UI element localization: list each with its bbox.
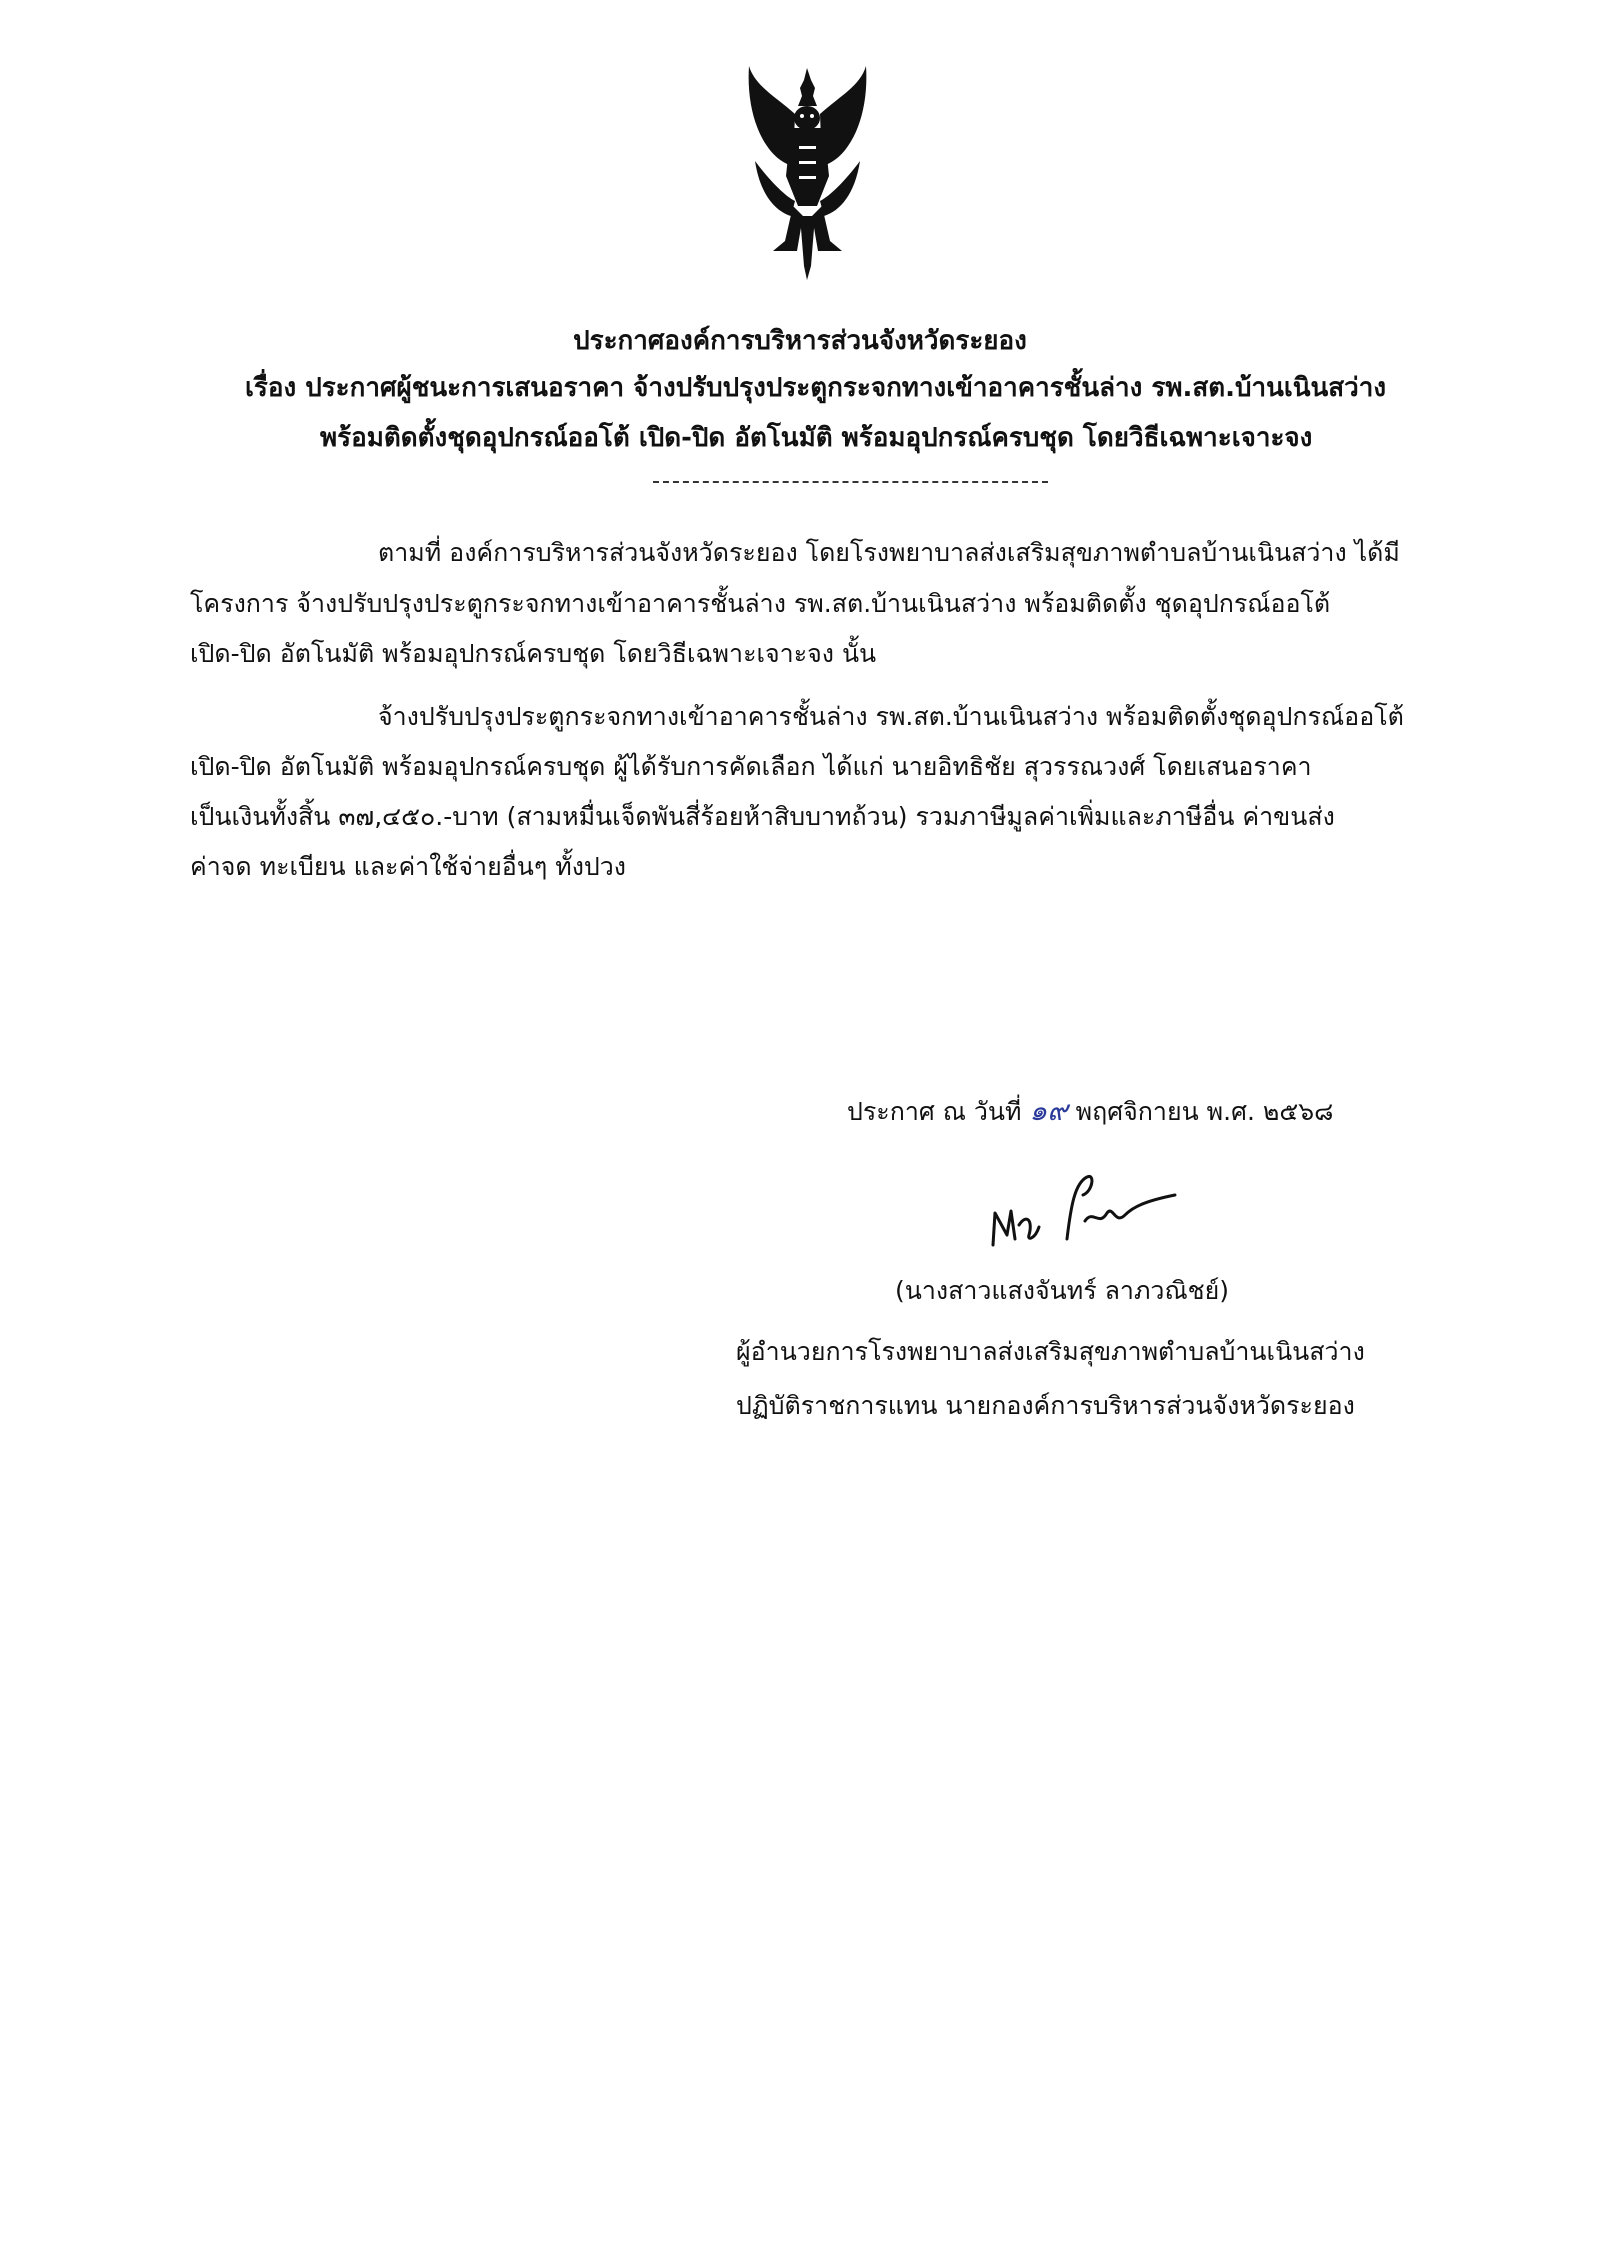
paragraph-1-line-3: เปิด-ปิด อัตโนมัติ พร้อมอุปกรณ์ครบชุด โดยวิธีเฉพาะเจาะจง นั้น [190,639,877,668]
date-suffix: พฤศจิกายน พ.ศ. ๒๕๖๘ [1075,1097,1334,1126]
heading-divider [653,481,1048,483]
announcement-subject-line-2: พร้อมติดตั้งชุดอุปกรณ์ออโต้ เปิด-ปิด อัตโนมัติ พร้อมอุปกรณ์ครบชุด โดยวิธีเฉพาะเจาะจง [320,423,1313,453]
handwritten-signature [975,1165,1205,1255]
signatory-acting-for: ปฏิบัติราชการแทน นายกองค์การบริหารส่วนจังหวัดระยอง [736,1391,1355,1420]
announcement-subject-line-1: เรื่อง ประกาศผู้ชนะการเสนอราคา จ้างปรับปรุงประตูกระจกทางเข้าอาคารชั้นล่าง รพ.สต.บ้านเนินสว่าง [245,373,1387,403]
signatory-position: ผู้อำนวยการโรงพยาบาลส่งเสริมสุขภาพตำบลบ้านเนินสว่าง [736,1337,1365,1366]
paragraph-2-line-3: เป็นเงินทั้งสิ้น ๓๗,๔๕๐.-บาท (สามหมื่นเจ็ดพันสี่ร้อยห้าสิบบาทถ้วน) รวมภาษีมูลค่าเพิ่มและภาษีอื่น ค่าขนส่ง [190,802,1335,831]
signatory-name: (นางสาวแสงจันทร์ ลาภวณิชย์) [895,1276,1230,1305]
paragraph-2-line-4: ค่าจด ทะเบียน และค่าใช้จ่ายอื่นๆ ทั้งปวง [190,852,627,881]
paragraph-2-line-2: เปิด-ปิด อัตโนมัติ พร้อมอุปกรณ์ครบชุด ผู้ได้รับการคัดเลือก ได้แก่ นายอิทธิชัย สุวรรณวงศ์ โดยเสนอราคา [190,752,1312,781]
date-day: ๑๙ [1029,1094,1068,1127]
garuda-emblem-icon [745,66,870,281]
date-prefix: ประกาศ ณ วันที่ [847,1097,1022,1126]
paragraph-1-line-1: ตามที่ องค์การบริหารส่วนจังหวัดระยอง โดยโรงพยาบาลส่งเสริมสุขภาพตำบลบ้านเนินสว่าง ได้มี [378,538,1400,567]
announcement-title: ประกาศองค์การบริหารส่วนจังหวัดระยอง [573,326,1027,356]
paragraph-2-line-1: จ้างปรับปรุงประตูกระจกทางเข้าอาคารชั้นล่าง รพ.สต.บ้านเนินสว่าง พร้อมติดตั้งชุดอุปกรณ์ออโต้ [378,702,1404,731]
paragraph-1-line-2: โครงการ จ้างปรับปรุงประตูกระจกทางเข้าอาคารชั้นล่าง รพ.สต.บ้านเนินสว่าง พร้อมติดตั้ง ชุดอุปกรณ์ออโต้ [190,589,1331,618]
announcement-date [847,1091,1333,1132]
